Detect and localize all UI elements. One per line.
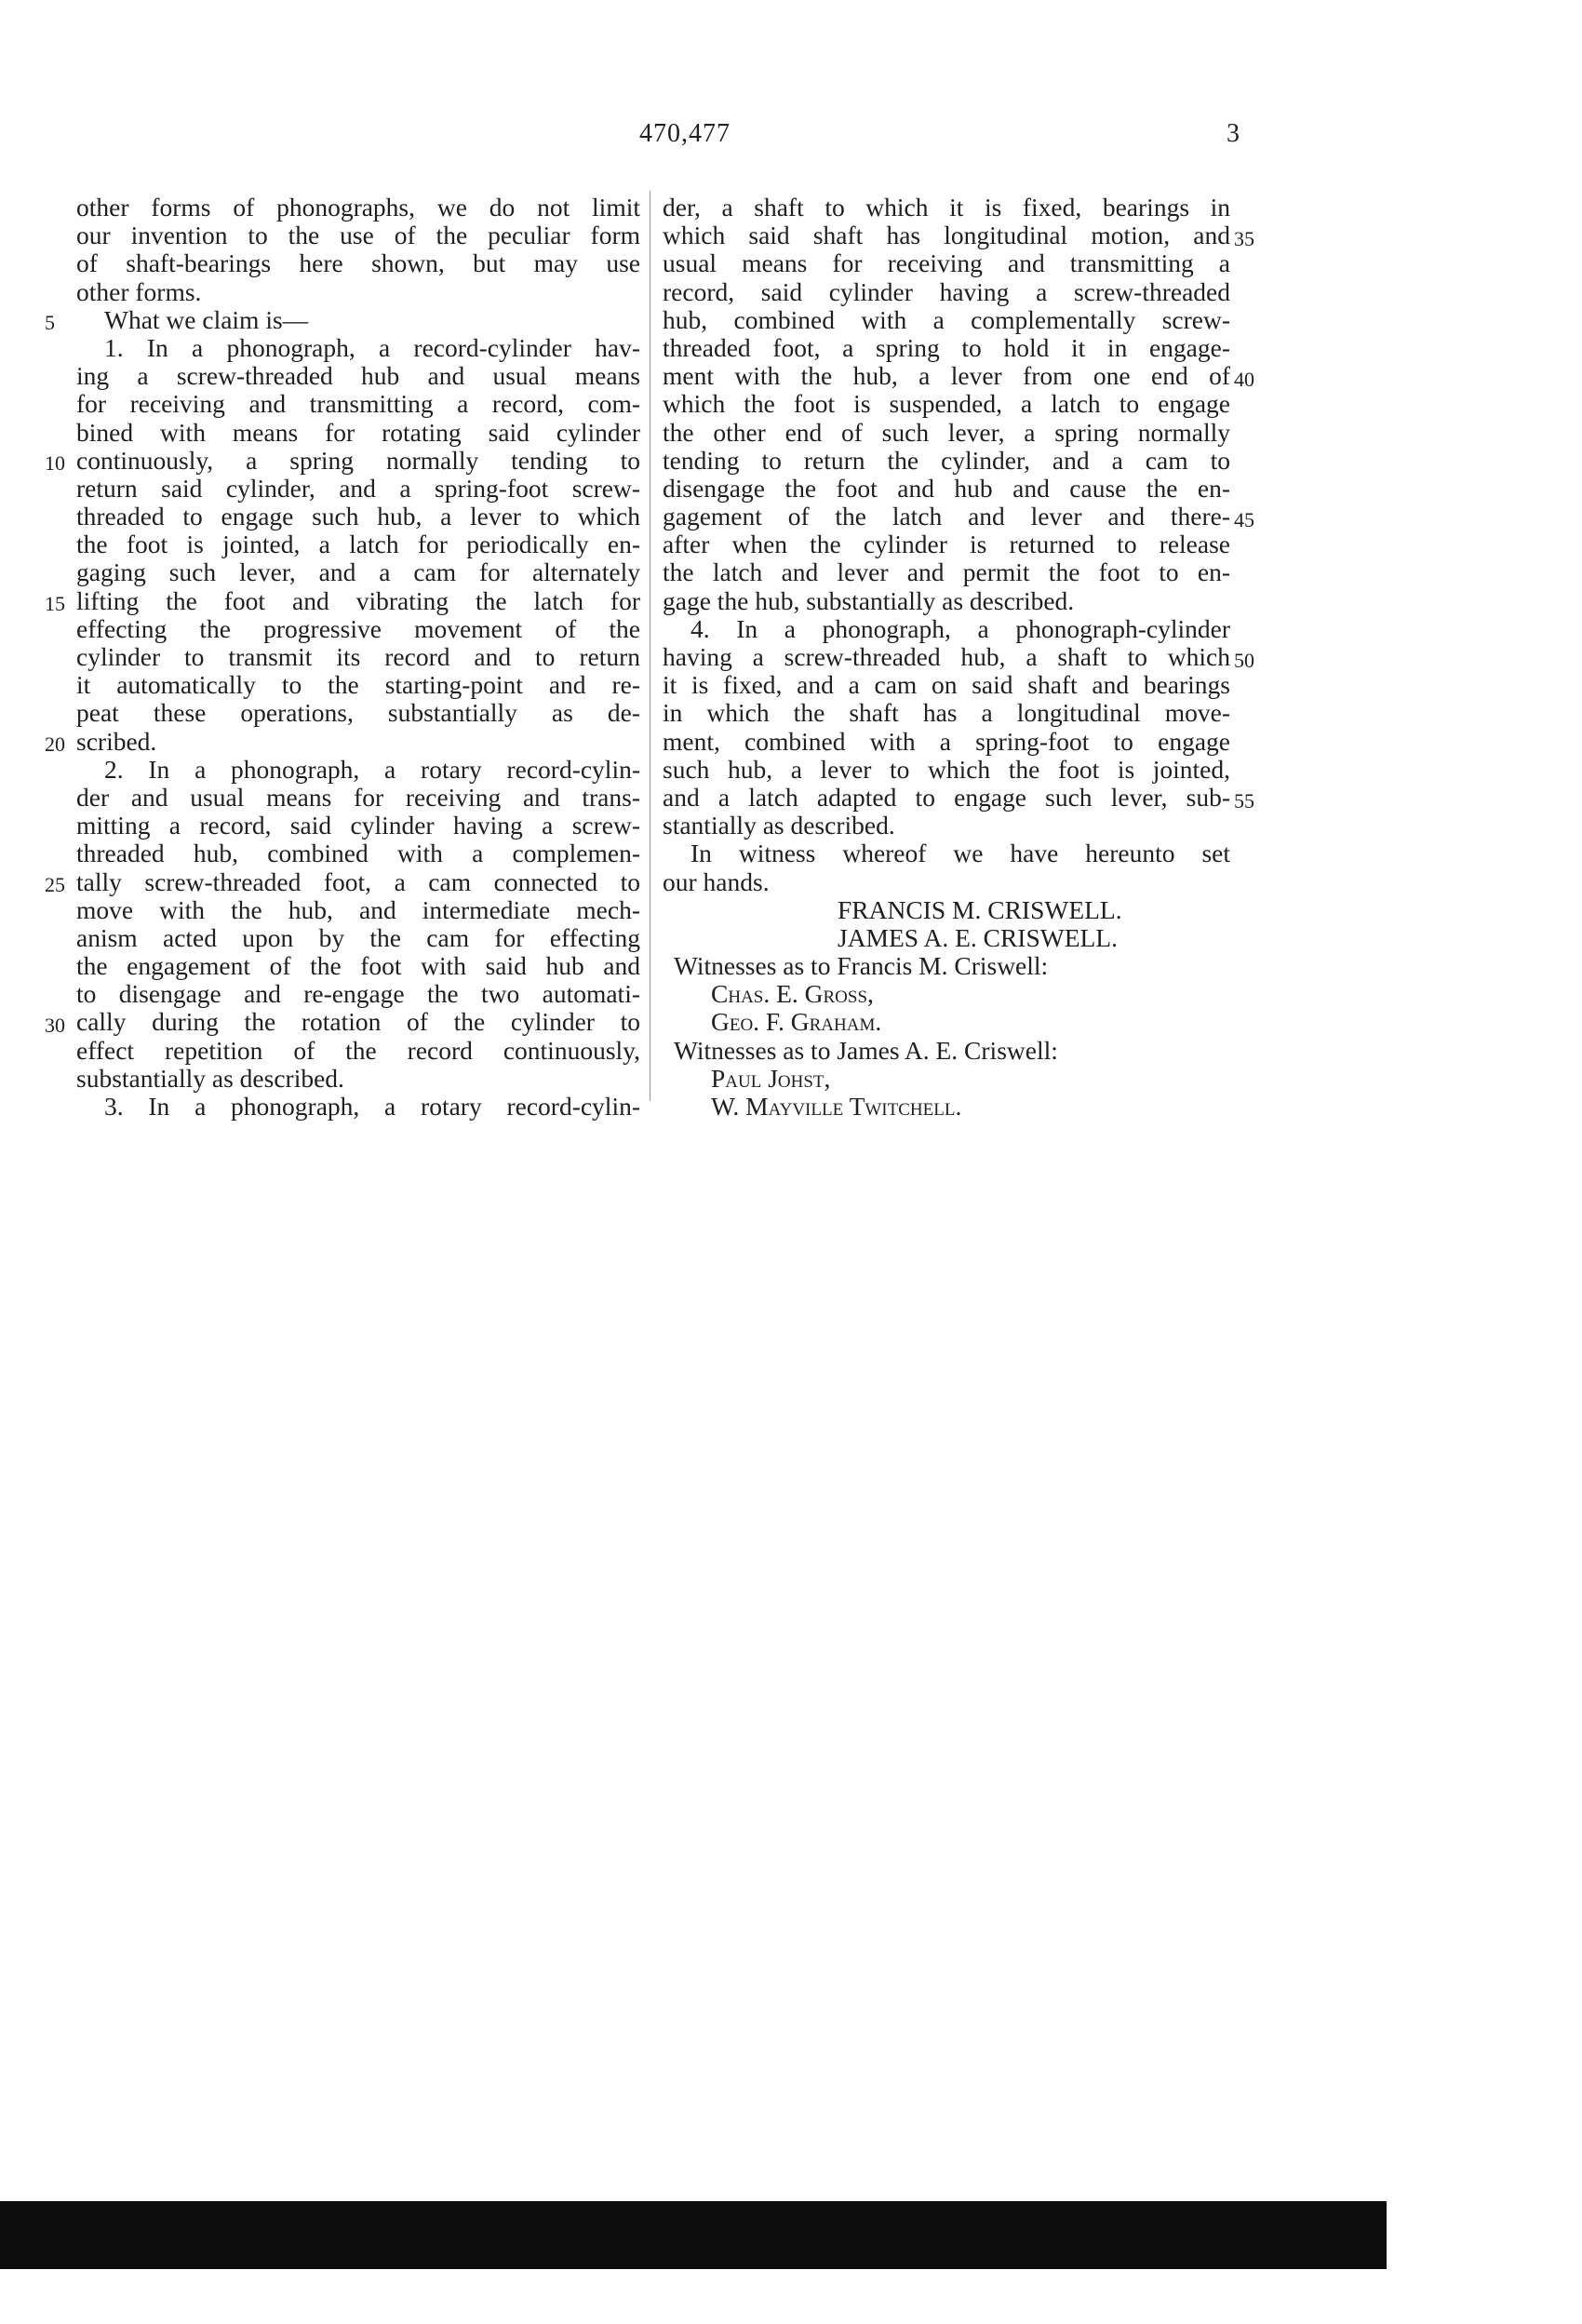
- line-number: 15: [45, 592, 65, 615]
- witness-name: Geo. F. Graham.: [711, 1007, 882, 1037]
- patent-number: 470,477: [639, 119, 731, 148]
- text-line: the latch and lever and permit the foot to en-: [663, 557, 1230, 587]
- text-line: continuously, a spring normally tending to: [76, 445, 640, 475]
- text-line: bined with means for rotating said cylinder: [76, 417, 640, 447]
- line-number: 35: [1234, 227, 1254, 250]
- text-line: effecting the progressive movement of the: [76, 613, 640, 643]
- text-line: anism acted upon by the cam for effecting: [76, 922, 640, 952]
- text-line: stantially as described.: [663, 811, 895, 840]
- line-number: 30: [45, 1014, 65, 1037]
- inventor-signature: JAMES A. E. CRISWELL.: [838, 922, 1118, 952]
- text-line: der, a shaft to which it is fixed, bearings in: [663, 193, 1230, 222]
- text-line: the foot is jointed, a latch for periodically en-: [76, 530, 640, 559]
- text-line: to disengage and re-engage the two automati-: [76, 979, 640, 1009]
- text-line: the engagement of the foot with said hub and: [76, 951, 640, 981]
- witness-name: Paul Johst,: [711, 1063, 831, 1093]
- line-number: 25: [45, 873, 65, 896]
- text-line: 2. In a phonograph, a rotary record-cylin-: [104, 754, 640, 784]
- text-line: hub, combined with a complementally screw-: [663, 304, 1230, 334]
- text-line: effect repetition of the record continuously,: [76, 1035, 640, 1065]
- text-line: threaded to engage such hub, a lever to which: [76, 502, 640, 531]
- text-line: tally screw-threaded foot, a cam connected to: [76, 866, 640, 896]
- scan-edge-bar: [0, 2201, 1387, 2269]
- line-number: 50: [1234, 649, 1254, 672]
- text-line: and a latch adapted to engage such lever, sub-: [663, 782, 1230, 812]
- text-line: 4. In a phonograph, a phonograph-cylinder: [690, 613, 1230, 643]
- text-line: threaded foot, a spring to hold it in engage-: [663, 332, 1230, 362]
- text-line: the other end of such lever, a spring normally: [663, 417, 1230, 447]
- text-line: der and usual means for receiving and trans-: [76, 782, 640, 812]
- text-line: gaging such lever, and a cam for alternately: [76, 557, 640, 587]
- text-line: scribed.: [76, 726, 157, 756]
- text-line: In witness whereof we have hereunto set: [690, 839, 1230, 868]
- text-line: ment, combined with a spring-foot to engage: [663, 726, 1230, 756]
- text-line: our invention to the use of the peculiar form: [76, 221, 640, 250]
- text-line: disengage the foot and hub and cause the en-: [663, 473, 1230, 503]
- text-line: in which the shaft has a longitudinal move-: [663, 698, 1230, 728]
- text-line: move with the hub, and intermediate mech-: [76, 894, 640, 924]
- text-line: 1. In a phonograph, a record-cylinder hav-: [104, 332, 640, 362]
- text-line: cally during the rotation of the cylinder to: [76, 1007, 640, 1037]
- page-number: 3: [1227, 119, 1240, 148]
- inventor-signature: FRANCIS M. CRISWELL.: [838, 894, 1122, 924]
- line-number: 40: [1234, 368, 1254, 391]
- line-number: 10: [45, 451, 65, 475]
- text-line: record, said cylinder having a screw-threaded: [663, 276, 1230, 306]
- text-line: 3. In a phonograph, a rotary record-cylin-: [104, 1092, 640, 1121]
- text-line: our hands.: [663, 866, 770, 896]
- text-line: such hub, a lever to which the foot is jointed,: [663, 754, 1230, 784]
- text-line: peat these operations, substantially as de-: [76, 698, 640, 728]
- text-line: usual means for receiving and transmitting a: [663, 249, 1230, 278]
- text-line: of shaft-bearings here shown, but may use: [76, 249, 640, 278]
- witness-name: Chas. E. Gross,: [711, 979, 874, 1009]
- text-line: which said shaft has longitudinal motion, and: [663, 221, 1230, 250]
- text-line: return said cylinder, and a spring-foot screw-: [76, 473, 640, 503]
- witness-label: Witnesses as to Francis M. Criswell:: [674, 951, 1049, 981]
- text-line: lifting the foot and vibrating the latch for: [76, 585, 640, 615]
- text-line: tending to return the cylinder, and a cam to: [663, 445, 1230, 475]
- text-line: other forms of phonographs, we do not limit: [76, 193, 640, 222]
- text-line: ment with the hub, a lever from one end of: [663, 361, 1230, 391]
- witness-name: W. Mayville Twitchell.: [711, 1092, 962, 1121]
- claims-heading: What we claim is—: [104, 304, 309, 334]
- line-number: 45: [1234, 508, 1254, 531]
- line-number: 20: [45, 732, 65, 756]
- text-line: other forms.: [76, 276, 202, 306]
- text-line: mitting a record, said cylinder having a screw-: [76, 811, 640, 840]
- line-number: 55: [1234, 789, 1254, 813]
- text-line: having a screw-threaded hub, a shaft to which: [663, 642, 1230, 671]
- text-line: for receiving and transmitting a record, com-: [76, 389, 640, 419]
- text-line: after when the cylinder is returned to release: [663, 530, 1230, 559]
- witness-label: Witnesses as to James A. E. Criswell:: [674, 1035, 1058, 1065]
- line-number: 5: [45, 311, 55, 334]
- text-line: which the foot is suspended, a latch to engage: [663, 389, 1230, 419]
- text-line: cylinder to transmit its record and to return: [76, 642, 640, 671]
- text-line: gage the hub, substantially as described.: [663, 585, 1075, 615]
- text-line: gagement of the latch and lever and there-: [663, 502, 1230, 531]
- text-line: ing a screw-threaded hub and usual means: [76, 361, 640, 391]
- left-column: [76, 194, 640, 1121]
- text-line: threaded hub, combined with a complemen-: [76, 839, 640, 868]
- right-column: [663, 194, 1230, 1121]
- text-line: substantially as described.: [76, 1063, 344, 1093]
- text-line: it automatically to the starting-point and re-: [76, 670, 640, 700]
- text-line: it is fixed, and a cam on said shaft and bearings: [663, 670, 1230, 700]
